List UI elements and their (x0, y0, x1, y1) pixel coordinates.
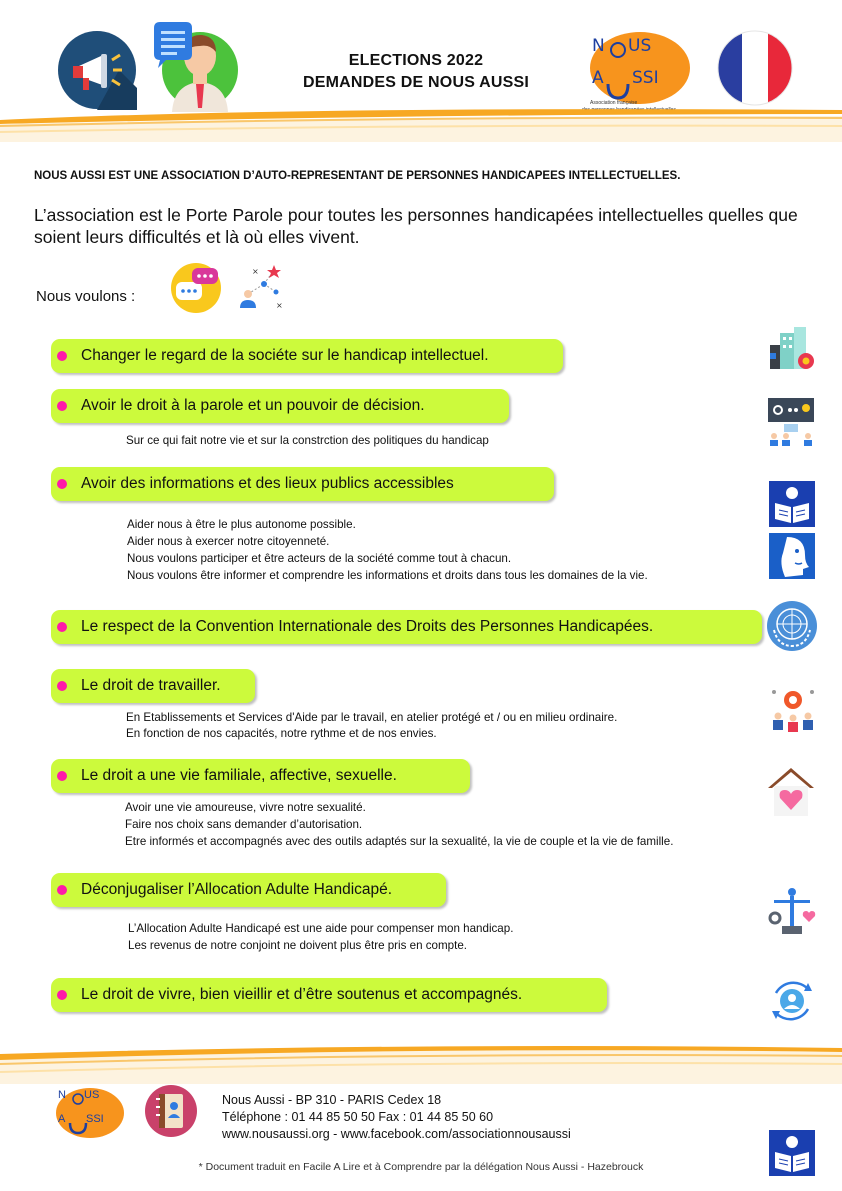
megaphone-icon (57, 30, 137, 110)
demand-pill-1: Changer le regard de la sociéte sur le handicap intellectuel. (51, 339, 563, 373)
svg-text:×: × (276, 301, 283, 310)
demand-pill-4: Le respect de la Convention Internationale des Droits des Personnes Handicapées. (51, 610, 762, 644)
demand-3-detail-3: Nous voulons participer et être acteurs de la société comme tout à chacun. (127, 552, 512, 565)
demand-3-detail-1: Aider nous à être le plus autonome possible. (127, 518, 356, 531)
network-person-icon (236, 264, 288, 312)
demand-7-detail-1: L’Allocation Adulte Handicapé est une aide pour compenser mon handicap. (128, 922, 514, 935)
demand-2-detail-1: Sur ce qui fait notre vie et sur la constrction des politiques du handicap (126, 434, 489, 447)
demand-pill-7: Déconjugaliser l’Allocation Adulte Handicapé. (51, 873, 446, 907)
easy-read-icon (769, 481, 815, 527)
demand-6-detail-3: Etre informés et accompagnés avec des outils adaptés sur la sexualité, la vie de couple et la vie de famille. (125, 835, 674, 848)
intro-text: L’association est le Porte Parole pour toutes les personnes handicapées intellectuelles quelles que soient leurs difficultés et là où elles vivent. (34, 205, 798, 247)
bullet-dot (57, 990, 67, 1000)
demand-3-detail-4: Nous voulons être informer et comprendre les informations et droits dans tous les domaines de la vie. (127, 569, 648, 582)
demand-7-detail-2: Les revenus de notre conjoint ne doivent plus être pris en compte. (128, 939, 467, 952)
bullet-dot (57, 401, 67, 411)
balance-heart-icon (766, 886, 818, 938)
speaker-person-icon (150, 22, 242, 112)
page-title-line-1: ELECTIONS 2022 (348, 52, 484, 69)
footer-phone: Téléphone : 01 44 85 50 50 Fax : 01 44 85 50 60 (222, 1110, 494, 1124)
intro-bold-line: NOUS AUSSI EST UNE ASSOCIATION D’AUTO-REPRESENTANT DE PERSONNES HANDICAPEES INTELLECTUELLES. (34, 170, 681, 182)
france-flag-icon (716, 30, 794, 106)
footer-web-links[interactable]: www.nousaussi.org - www.facebook.com/associationnousaussi (222, 1127, 571, 1141)
demand-3-detail-2: Aider nous à exercer notre citoyenneté. (127, 535, 330, 548)
demand-6-detail-1: Avoir une vie amoureuse, vivre notre sexualité. (125, 801, 366, 814)
demand-pill-5: Le droit de travailler. (51, 669, 255, 703)
address-book-icon (144, 1084, 198, 1138)
header-wave-divider (0, 106, 842, 142)
demand-pill-2: Avoir le droit à la parole et un pouvoir de décision. (51, 389, 509, 423)
bullet-dot (57, 681, 67, 691)
nous-aussi-logo: N US A SSI Association française (576, 24, 700, 116)
bullet-dot (57, 885, 67, 895)
bullet-dot (57, 622, 67, 632)
demand-pill-3: Avoir des informations et des lieux publics accessibles (51, 467, 554, 501)
speech-bubbles-icon (170, 262, 222, 314)
buildings-icon (766, 325, 816, 371)
demand-pill-8: Le droit de vivre, bien vieillir et d’être soutenus et accompagnés. (51, 978, 607, 1012)
un-emblem-icon (766, 600, 818, 652)
bullet-dot (57, 351, 67, 361)
footer-wave-divider (0, 1044, 842, 1084)
svg-text:×: × (252, 267, 259, 276)
demand-5-detail-1: En Etablissements et Services d'Aide par le travail, en atelier protégé et / ou en milieu ordinaire. (126, 711, 618, 724)
page-title-line-2: DEMANDES DE NOUS AUSSI (302, 74, 530, 91)
care-cycle-icon (766, 975, 818, 1027)
footer-translation-note: * Document traduit en Facile A Lire et à Comprendre par la délégation Nous Aussi - Hazebrouck (198, 1161, 644, 1173)
work-team-icon (768, 686, 818, 732)
ideas-meeting-icon (766, 396, 816, 446)
face-profile-icon (769, 533, 815, 579)
nous-voulons-label: Nous voulons : (36, 288, 136, 305)
demand-6-detail-2: Faire nos choix sans demander d’autorisation. (125, 818, 363, 831)
footer-address: Nous Aussi - BP 310 - PARIS Cedex 18 (222, 1093, 442, 1107)
bullet-dot (57, 479, 67, 489)
demand-pill-6: Le droit a une vie familiale, affective, sexuelle. (51, 759, 470, 793)
house-heart-icon (766, 766, 816, 818)
bullet-dot (57, 771, 67, 781)
nous-aussi-logo-footer: N US A SSI (48, 1083, 132, 1145)
demand-5-detail-2: En fonction de nos capacités, notre rythme et de nos envies. (126, 727, 437, 740)
